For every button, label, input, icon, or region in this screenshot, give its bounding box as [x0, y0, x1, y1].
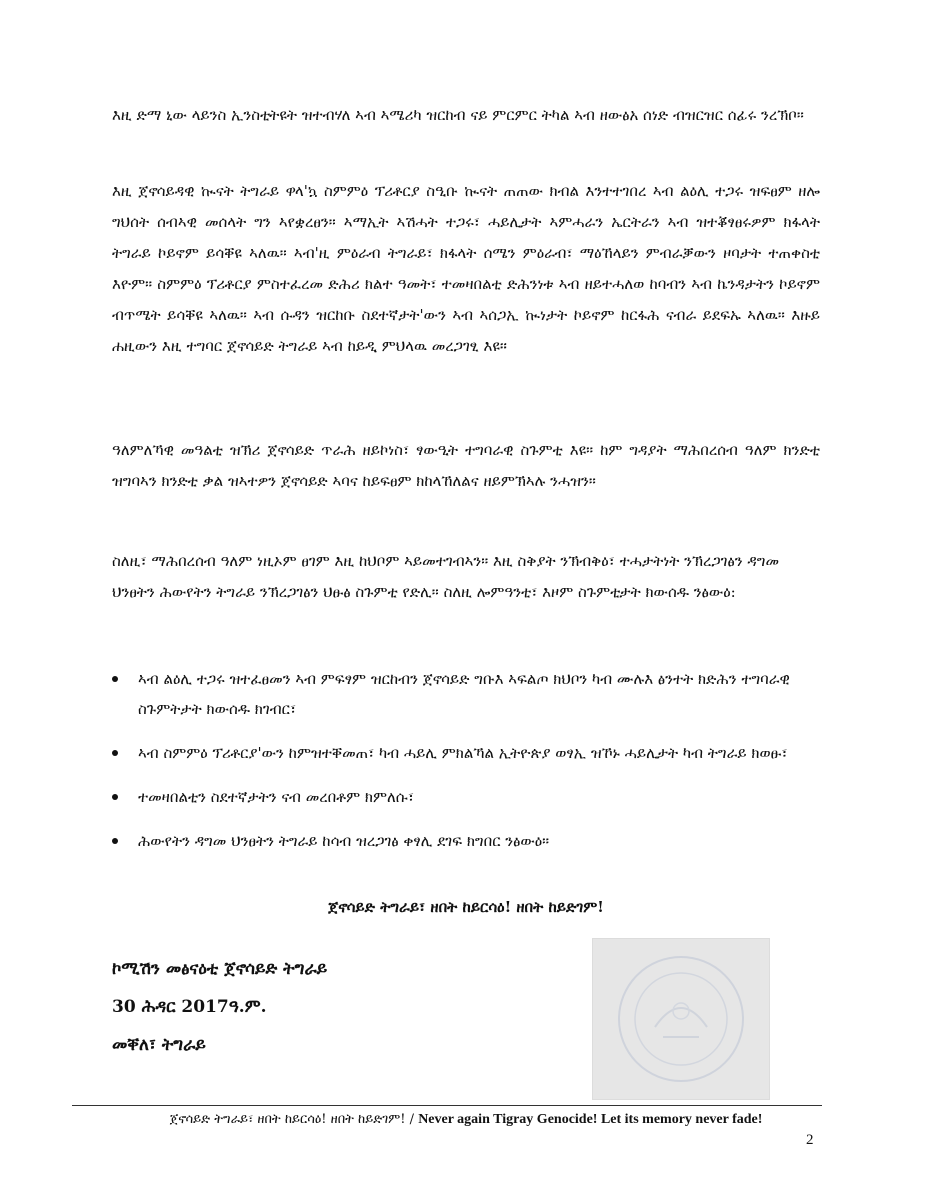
- footer: [112, 1112, 820, 1128]
- list-item: [112, 738, 820, 768]
- list-item: [112, 664, 820, 724]
- paragraph-situation: እዚ ጀኖሳይዳዊ ኲናት ትግራይ ዋላ'ኳ ስምምዕ ፕሪቶርያ ስዒቡ ኲናት ጠጠው ክብል እንተተገበረ ኣብ ልዕሊ ተጋሩ ዝፍፀም ዘሎ ግህሰት ሰብኣዊ መሰላት ግን ኣየቋረፀን። ኣማኢት ኣሽሓት ተጋሩ፣ ሓይሊታት ኣምሓራን ኤርትራን ኣብ ዝተቖፃፀሩዎም ክፋላት ትግራይ ኮይኖም ይሳቐዩ ኣለዉ። ኣብ'ዚ ምዕራብ ትግራይ፣ ክፋላት ሰሜን ምዕራብ፣ ማዕኸላይን ምብራቓውን ዞባታት ተጠቀስቲ እዮም። ስምምዕ ፕሪቶርያ ምስተፈረመ ድሕሪ ክልተ ዓመት፣ ተመዛበልቲ ድሕንነቱ ኣብ ዘይተሓለወ ከባብን ኣብ ኬንዳታትን ኮይኖም ብጥሜት ይሳቐዩ ኣለዉ። ኣብ ሱዳን ዝርከቡ ስደተኛታት'ውን ኣብ ኣሰጋኢ ኲነታት ኮይኖም ከርፋሕ ናብራ ይደፍኡ ኣለዉ። እዙይ ሐዚውን እዚ ተግባር ጀኖሳይድ ትግራይ ኣብ ከይዲ ምህላዉ መረጋገፂ እዩ፡፡: [112, 182, 820, 355]
- paragraph-intro: እዚ ድማ ኒው ላይንስ ኢንስቲትዩት ዝተብሃለ ኣብ ኣሜሪካ ዝርከብ ናይ ምርምር ትካል ኣብ ዘውፅአ ሰነድ ብዝርዝር ሰፊሩ ንረኽቦ።: [112, 106, 804, 124]
- footer-divider: [72, 1105, 822, 1106]
- footer-english: Never again Tigray Genocide! Let its memory never fade!: [418, 1112, 763, 1127]
- bullet-icon: [112, 794, 118, 800]
- footer-tigrinya: ጀኖሳይድ ትግራይ፣ ዘበት ከይርሳዕ! ዘበት ከይድገም! /: [169, 1112, 415, 1127]
- page-number: 2: [806, 1132, 814, 1148]
- list-item: [112, 826, 820, 856]
- list-item-text: ሕውየትን ዳግመ ህንፀትን ትግራይ ከሳብ ዝረጋገፅ ቀፃሊ ደገፍ ክግበር ንፅውዕ።: [138, 832, 550, 850]
- slogan: ጀኖሳይድ ትግራይ፣ ዘበት ከይርሳዕ! ዘበት ከይድገም!: [328, 898, 604, 916]
- signature-date: 30 ሕዳር 2017ዓ.ም.: [112, 997, 267, 1017]
- list-item: [112, 782, 820, 812]
- official-seal: [592, 938, 770, 1100]
- list-item-text: ኣብ ስምምዕ ፕሪቶርያ'ውን ከምዝተቐመጠ፣ ካብ ሓይሊ ምክልኻል ኢትዮጵያ ወፃኢ ዝኾኑ ሓይሊታት ካብ ትግራይ ክወፁ፣: [138, 744, 788, 762]
- list-item-text: ኣብ ልዕሊ ተጋሩ ዝተፈፀመን ኣብ ምፍፃም ዝርከብን ጀኖሳይድ ግቡእ ኣፍልጦ ክህቦን ካብ ሙሉእ ፅንተት ክድሕን ተግባራዊ ስጉምትታት ክውሰዱ ክገብር፣: [138, 670, 790, 718]
- seal-stamp-icon: [611, 949, 751, 1089]
- signature-organization: ኮሚሽን መፅናዕቲ ጀኖሳይድ ትግራይ: [112, 959, 328, 979]
- demands-list: [112, 664, 820, 870]
- bullet-icon: [112, 676, 118, 682]
- signature-block: [112, 950, 327, 1064]
- list-item-text: ተመዛበልቲን ስደተኛታትን ናብ መረበቶም ክምለሱ፣: [138, 788, 414, 806]
- bullet-icon: [112, 750, 118, 756]
- signature-place: መቐለ፣ ትግራይ: [112, 1035, 206, 1055]
- bullet-icon: [112, 838, 118, 844]
- paragraph-remembrance: ዓለምለኻዊ መዓልቲ ዝኽሪ ጀኖሳይድ ጥራሕ ዘይኮነስ፣ ፃውዒት ተግባራዊ ስጉምቲ እዩ። ከም ግዳያት ማሕበረሰብ ዓለም ክንድቲ ዝግባኣን ክንድቲ ቃል ዝኣተዎን ጀኖሳይድ ኣባና ከይፍፀም ክከላኸለልና ዘይምኽኣሉ ንሓዝን።: [112, 441, 820, 490]
- paragraph-call-to-action: ስለዚ፣ ማሕበረሰብ ዓለም ነዚኦም ፀገም እዚ ከህቦም ኣይመተገብኣን። እዚ ስቅያት ንኽብቅዕ፣ ተሓታትነት ንኽረጋገፅን ዳግመ ህንፀትን ሕውየትን ትግራይ ንኽረጋገፅን ህፁፅ ስጉምቲ የድሊ። ስለዚ ሎምዓንቲ፣ እዞም ስጉምቲታት ክውሰዱ ንፅውዕ:: [112, 552, 779, 601]
